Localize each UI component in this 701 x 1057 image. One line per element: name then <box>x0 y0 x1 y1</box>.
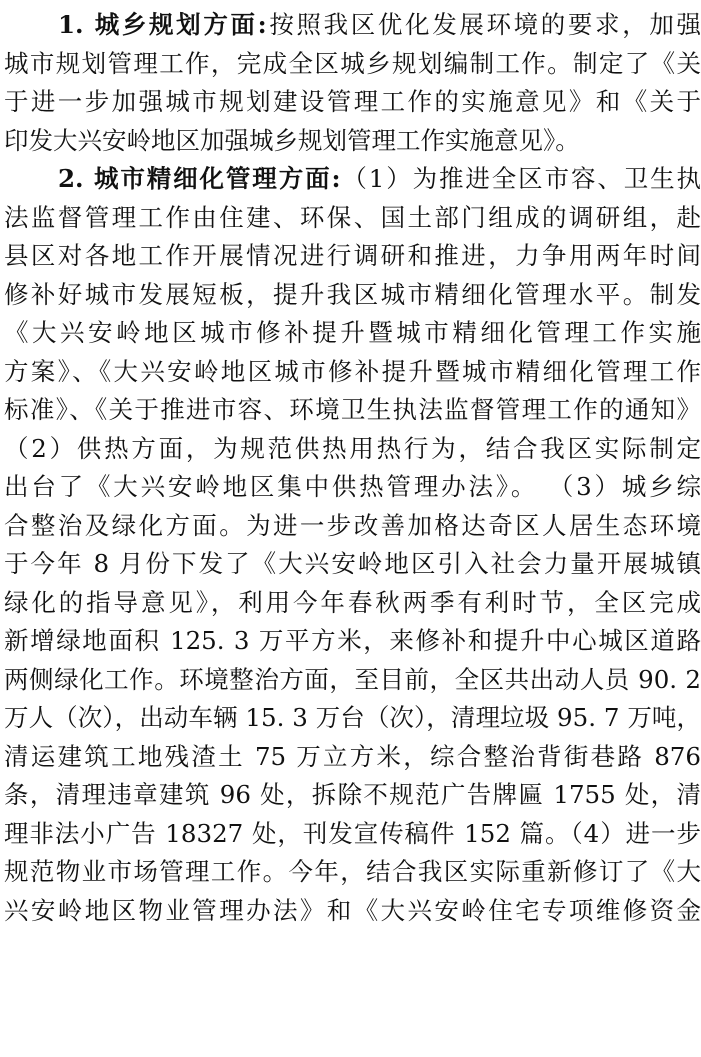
text-span: 按照我区优化发展环境的要求，加强 <box>266 10 701 39</box>
text-line: 新增绿地面积 125. 3 万平方米，来修补和提升中心城区道路 <box>4 626 701 655</box>
paragraph-urban-rural-planning <box>4 6 701 160</box>
text-line: 城市规划管理工作，完成全区城乡规划编制工作。制定了《关 <box>4 48 701 78</box>
text-line: 出台了《大兴安岭地区集中供热管理办法》。 （3）城乡综 <box>4 472 701 501</box>
text-line: 合整治及绿化方面。为进一步改善加格达奇区人居生态环境 <box>4 510 701 540</box>
text-line: 兴安岭地区物业管理办法》和《大兴安岭住宅专项维修资金 <box>4 895 701 925</box>
text-span: （1）为推进全区市容、卫生执 <box>340 164 701 193</box>
text-line: 规范物业市场管理工作。今年，结合我区实际重新修订了《大 <box>4 857 701 886</box>
text-line: 条，清理违章建筑 96 处，拆除不规范广告牌匾 1755 处，清 <box>4 780 701 809</box>
text-line: 标准》、《关于推进市容、环境卫生执法监督管理工作的通知》 <box>4 395 701 424</box>
text-line: 清运建筑工地残渣土 75 万立方米，综合整治背街巷路 876 <box>4 741 701 771</box>
text-line: 《大兴安岭地区城市修补提升暨城市精细化管理工作实施 <box>4 318 701 347</box>
text-line: 方案》、《大兴安岭地区城市修补提升暨城市精细化管理工作 <box>4 356 701 386</box>
text-line <box>4 160 701 199</box>
paragraph-urban-fine-management <box>4 160 701 930</box>
text-line: 县区对各地工作开展情况进行调研和推进，力争用两年时间 <box>4 241 701 270</box>
text-line: 修补好城市发展短板，提升我区城市精细化管理水平。制发 <box>4 279 701 309</box>
text-line: 万人（次），出动车辆 15. 3 万台（次），清理垃圾 95. 7 万吨， <box>4 703 701 732</box>
text-line: 于今年 8 月份下发了《大兴安岭地区引入社会力量开展城镇 <box>4 549 701 578</box>
text-line: （2）供热方面，为规范供热用热行为，结合我区实际制定 <box>4 433 701 463</box>
section-heading: 1. 城乡规划方面: <box>58 10 267 39</box>
text-line <box>4 6 701 45</box>
section-heading: 2. 城市精细化管理方面: <box>58 164 341 193</box>
text-line: 印发大兴安岭地区加强城乡规划管理工作实施意见》。 <box>4 125 580 155</box>
text-line: 绿化的指导意见》，利用今年春秋两季有利时节，全区完成 <box>4 587 701 617</box>
text-line: 法监督管理工作由住建、环保、国土部门组成的调研组，赴 <box>4 202 701 232</box>
text-line: 于进一步加强城市规划建设管理工作的实施意见》和《关于 <box>4 87 701 116</box>
text-line: 两侧绿化工作。环境整治方面，至目前，全区共出动人员 90. 2 <box>4 664 701 694</box>
text-line: 理非法小广告 18327 处，刊发宣传稿件 152 篇。（4）进一步 <box>4 818 701 848</box>
